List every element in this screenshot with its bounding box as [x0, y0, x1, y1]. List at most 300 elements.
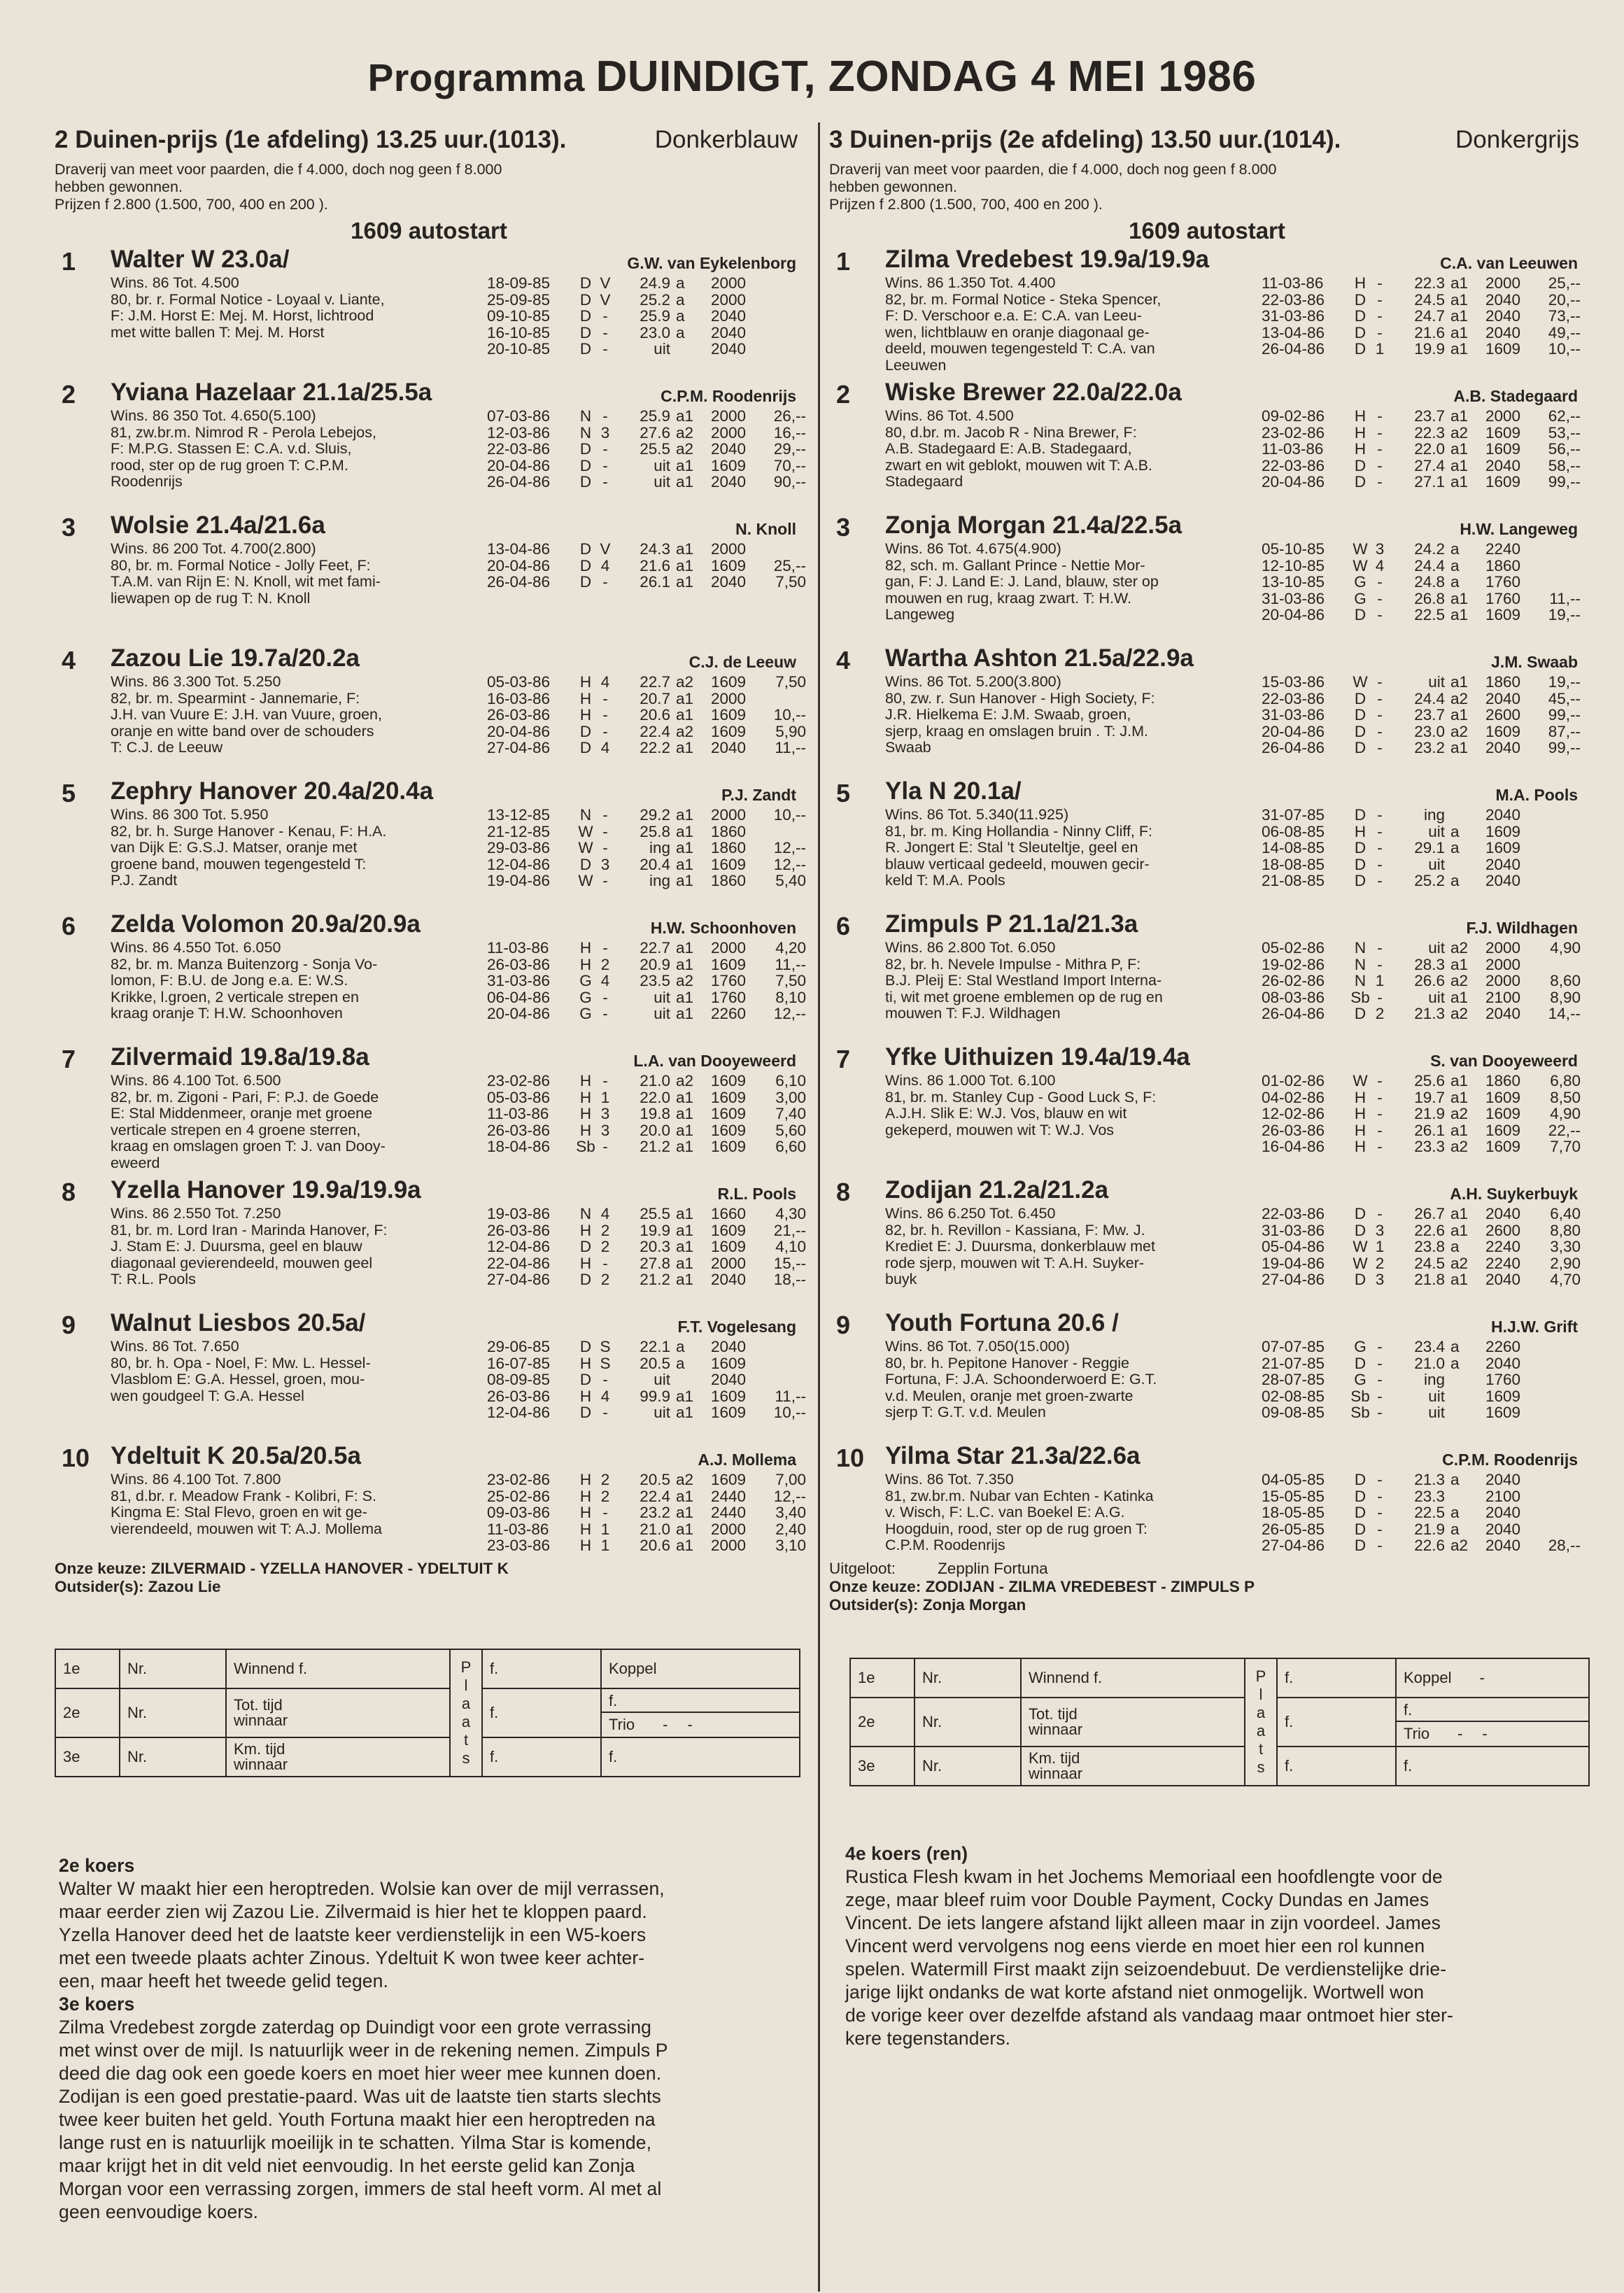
form-track: H: [1354, 1088, 1367, 1106]
form-distance: 2040: [710, 1271, 746, 1288]
form-odds: 11,--: [775, 955, 806, 973]
notes-line: Walter W maakt hier een heroptreden. Wolsie kan over de mijl verrassen,: [59, 1878, 665, 1899]
form-place: -: [1377, 1354, 1383, 1372]
form-date: 18-09-85: [487, 274, 551, 292]
form-distance: 2440: [710, 1504, 746, 1521]
form-date: 12-04-86: [487, 855, 551, 873]
description-line: J.R. Hielkema E: J.M. Swaab, groen,: [885, 706, 1131, 723]
time-label: [1029, 1751, 1237, 1782]
form-odds: 5,90: [775, 722, 806, 740]
form-track: H: [579, 1072, 592, 1089]
form-odds: 4,10: [775, 1238, 806, 1255]
form-distance: 2040: [1485, 290, 1520, 309]
form-place: -: [1377, 1471, 1383, 1488]
notes-line: jarige lijkt ondanks de wat korte afstand niet onmogelijk. Wortwell won: [845, 1982, 1425, 2003]
form-row: [487, 973, 806, 989]
form-time: 20.7: [640, 689, 670, 707]
form-date: 25-09-85: [487, 290, 551, 309]
withdrawn-label: Uitgeloot:: [829, 1560, 896, 1577]
form-row: [487, 1371, 806, 1388]
notes-left: [59, 1854, 807, 2224]
form-time: uit: [1428, 988, 1445, 1006]
notes-line: maar krijgt het in dit veld niet eenvoudig. In het eerste gelid kan Zonja: [59, 2155, 635, 2176]
withdrawn-value: Zepplin Fortuna: [938, 1560, 1048, 1577]
form-date: 11-03-86: [1262, 274, 1324, 292]
outsider-label: Outsider(s):: [55, 1578, 144, 1595]
form-place: -: [1377, 1121, 1383, 1139]
notes-line: twee keer buiten het geld. Youth Fortuna maakt hier een heroptreden na: [59, 2109, 656, 2130]
form-track: D: [1354, 806, 1367, 824]
horse-number: 3: [62, 513, 76, 542]
horse-name: Yfke Uithuizen 19.4a/19.4a: [885, 1043, 1190, 1071]
form-track: D: [1354, 1221, 1367, 1239]
description-line: 82, br. m. Zigoni - Pari, F: P.J. de Goede: [111, 1088, 379, 1106]
horse-description: [885, 1073, 1262, 1138]
form-distance: 1609: [1485, 1387, 1520, 1405]
form-place: 4: [1375, 556, 1385, 574]
form-start: a1: [676, 1238, 694, 1255]
form-time: 25.5: [640, 1205, 670, 1222]
form-track: D: [579, 290, 592, 309]
form-place: 4: [600, 1387, 610, 1405]
time-label-line: winnaar: [234, 1712, 288, 1729]
form-odds: 8,90: [1550, 988, 1581, 1006]
form-place: -: [602, 340, 608, 358]
horse-trainer: C.J. de Leeuw: [689, 653, 796, 671]
form-track: D: [579, 440, 592, 458]
form-odds: 3,10: [775, 1537, 806, 1554]
form-date: 27-04-86: [1262, 1271, 1325, 1288]
form-distance: 1609: [710, 1471, 746, 1488]
description-line: verticale strepen en 4 groene sterren,: [111, 1121, 361, 1138]
form-time: 22.3: [1414, 274, 1445, 292]
form-start: a1: [676, 806, 694, 824]
form-track: N: [1354, 955, 1367, 973]
form-time: 21.2: [640, 1271, 670, 1288]
form-track: G: [1354, 589, 1367, 607]
form-odds: 12,--: [773, 855, 806, 873]
form-row: [1262, 674, 1581, 691]
pool-amount: f.: [602, 1689, 799, 1713]
horse-entry: [55, 379, 806, 511]
form-row: [1262, 1006, 1581, 1022]
form-time: 24.2: [1414, 540, 1445, 558]
form-place: -: [1377, 573, 1383, 591]
form-odds: [746, 1339, 806, 1355]
horse-number: 8: [62, 1178, 76, 1206]
form-start: a2: [1450, 1537, 1469, 1554]
form-date: 12-10-85: [1262, 556, 1325, 574]
form-date: 09-03-86: [487, 1504, 551, 1521]
form-place: -: [1377, 739, 1383, 756]
form-track: D: [1354, 1504, 1367, 1521]
notes-line: kere tegenstanders.: [845, 2028, 1011, 2049]
form-start: a1: [1450, 739, 1469, 756]
form-time: 21.3: [1414, 1005, 1445, 1022]
form-row: [487, 989, 806, 1006]
form-date: 26-04-86: [1262, 340, 1325, 358]
form-distance: 2040: [710, 473, 746, 491]
form-start: a1: [1450, 955, 1469, 973]
form-odds: 11,--: [1549, 589, 1581, 607]
form-row: [1262, 1472, 1581, 1488]
description-line: 81, d.br. r. Meadow Frank - Kolibri, F: S.: [111, 1487, 376, 1504]
description-line: deeld, mouwen tegengesteld T: C.A. van: [885, 340, 1155, 357]
form-time: 26.8: [1414, 589, 1445, 607]
description-line: Swaab: [885, 739, 931, 756]
description-line: zwart en wit geblokt, mouwen wit T: A.B.: [885, 456, 1152, 474]
description-line: 81, br. m. Lord Iran - Marinda Hanover, F:: [111, 1221, 388, 1239]
plaats-letter: a: [461, 1713, 471, 1730]
form-date: 26-03-86: [1262, 1121, 1325, 1139]
form-time: 22.7: [640, 939, 670, 957]
form-distance: 1609: [710, 1387, 746, 1405]
form-time: ing: [649, 839, 670, 856]
description-line: Kingma E: Stal Flevo, groen en wit ge-: [111, 1504, 367, 1521]
form-start: a: [676, 1354, 685, 1372]
form-track: D: [1354, 1471, 1367, 1488]
form-row: [487, 1073, 806, 1089]
form-odds: 7,50: [775, 673, 806, 691]
form-odds: 19,--: [1548, 606, 1581, 623]
race-distance: 1609 autostart: [1129, 218, 1285, 244]
notes-line: Vincent. De iets langere afstand lijkt alleen maar in zijn voordeel. James: [845, 1912, 1441, 1933]
horse-entry: [55, 246, 803, 379]
form-distance: 2000: [710, 689, 746, 707]
horse-trainer: N. Knoll: [735, 520, 796, 538]
form-distance: 1609: [1485, 1121, 1520, 1139]
form-row: [487, 292, 806, 309]
form-date: 26-04-86: [487, 473, 551, 491]
condition-line: Draverij van meet voor paarden, die f 4.000, doch nog geen f 8.000: [55, 161, 502, 178]
form-distance: 1609: [710, 1105, 746, 1122]
form-odds: 12,--: [773, 1005, 806, 1022]
form-track: D: [1354, 1520, 1367, 1538]
form-row: [487, 856, 806, 873]
form-place: 4: [600, 1205, 610, 1222]
form-place: -: [1377, 323, 1383, 341]
form-track: H: [579, 1221, 592, 1239]
form-place: -: [602, 689, 608, 707]
form-row: [487, 940, 806, 957]
form-row: [487, 325, 806, 341]
form-time: 21.3: [1414, 1471, 1445, 1488]
horse-description: [111, 674, 487, 756]
form-place: 2: [1375, 1005, 1385, 1022]
result-pool-cell: [1396, 1658, 1589, 1698]
form-row: [1262, 691, 1581, 707]
form-start: a1: [676, 1520, 694, 1538]
form-distance: 1609: [1485, 473, 1520, 491]
form-date: 16-04-86: [1262, 1138, 1325, 1155]
form-start: a2: [1450, 689, 1469, 707]
notes-heading: 3e koers: [59, 1994, 135, 2015]
notes-right: [845, 1842, 1594, 2050]
result-nr: Nr.: [120, 1688, 226, 1737]
horse-description: [885, 940, 1262, 1022]
form-time: 21.6: [1414, 323, 1445, 341]
form-distance: 2000: [710, 407, 746, 425]
form-row: [1262, 957, 1581, 973]
description-line: Wins. 86 1.000 Tot. 6.100: [885, 1072, 1056, 1089]
form-track: D: [579, 1271, 592, 1288]
form-track: D: [579, 456, 592, 474]
form-distance: 2000: [710, 274, 746, 292]
form-track: N: [579, 423, 592, 442]
form-place: -: [1377, 606, 1383, 623]
description-line: J. Stam E: J. Duursma, geel en blauw: [111, 1238, 362, 1255]
form-distance: 2040: [1485, 872, 1520, 889]
form-time: 20.6: [640, 706, 670, 724]
form-odds: 53,--: [1548, 423, 1581, 442]
form-place: -: [1377, 1338, 1383, 1355]
horse-trainer: R.L. Pools: [717, 1185, 796, 1203]
form-track: H: [579, 1254, 592, 1272]
form-row: [1262, 458, 1581, 474]
form-track: Sb: [1350, 1387, 1370, 1405]
form-time: uit: [654, 473, 670, 491]
form-date: 04-02-86: [1262, 1088, 1325, 1106]
horse-entry: [829, 379, 1585, 511]
form-start: a1: [676, 988, 694, 1006]
horse-number: 9: [62, 1311, 76, 1339]
form-start: a1: [1450, 589, 1469, 607]
form-start: a1: [676, 839, 694, 856]
form-start: a: [676, 323, 685, 341]
form-date: 12-02-86: [1262, 1105, 1325, 1122]
horse-entry: [829, 777, 1585, 910]
trio-dash: -: [1482, 1725, 1488, 1742]
form-row: [487, 1089, 806, 1106]
form-time: 25.2: [1414, 872, 1445, 889]
form-distance: 2040: [1485, 1471, 1520, 1488]
form-place: -: [1377, 822, 1383, 840]
form-distance: 1760: [710, 988, 746, 1006]
form-track: H: [1354, 1121, 1367, 1139]
horse-entry: [55, 910, 806, 1043]
form-track: W: [1353, 556, 1368, 574]
form-track: D: [1354, 473, 1367, 491]
form-place: -: [1377, 839, 1383, 856]
form-row: [1262, 1404, 1581, 1421]
form-odds: 14,--: [1548, 1005, 1581, 1022]
form-distance: 2040: [1485, 855, 1520, 873]
form-distance: 1609: [1485, 839, 1520, 856]
horse-name: Zilma Vredebest 19.9a/19.9a: [885, 246, 1210, 273]
form-time: 22.2: [640, 739, 670, 756]
notes-line: geen eenvoudige koers.: [59, 2201, 259, 2222]
form-distance: 2000: [710, 540, 746, 558]
horse-form-table: [487, 1206, 806, 1288]
form-distance: 1609: [1485, 440, 1520, 458]
form-odds: [746, 341, 806, 358]
race-color: Donkerblauw: [654, 126, 798, 153]
result-amount: f.: [482, 1737, 601, 1777]
result-nr: Nr.: [915, 1747, 1021, 1786]
form-time: 25.2: [640, 290, 670, 309]
form-odds: 12,--: [773, 839, 806, 856]
horse-trainer: H.J.W. Grift: [1491, 1318, 1578, 1336]
form-date: 20-04-86: [487, 722, 551, 740]
form-distance: 2040: [1485, 689, 1520, 707]
form-start: a1: [1450, 274, 1469, 292]
form-row: [487, 1404, 806, 1421]
form-start: a1: [676, 540, 694, 558]
description-line: Wins. 86 Tot. 4.500: [111, 274, 239, 291]
result-row: [55, 1688, 800, 1737]
form-time: 21.2: [640, 1138, 670, 1155]
time-label-line: Km. tijd: [234, 1740, 285, 1758]
form-place: -: [602, 1005, 608, 1022]
form-track: H: [579, 1387, 592, 1405]
form-row: [487, 425, 806, 442]
form-distance: 1860: [1485, 1072, 1520, 1089]
form-date: 20-04-86: [1262, 722, 1325, 740]
form-odds: 8,10: [775, 988, 806, 1006]
form-date: 23-02-86: [487, 1471, 551, 1488]
form-date: 20-04-86: [487, 456, 551, 474]
form-date: 26-02-86: [1262, 972, 1325, 989]
horse-number: 8: [836, 1178, 851, 1206]
form-date: 20-04-86: [487, 1005, 551, 1022]
form-row: [1262, 341, 1581, 358]
form-place: -: [1377, 1404, 1383, 1421]
horse-entry: [55, 1309, 806, 1442]
description-line: Roodenrijs: [111, 473, 183, 490]
form-time: 23.3: [1414, 1487, 1445, 1505]
form-date: 12-03-86: [487, 423, 551, 442]
notes-line: Zodijan is een goed prestatie-paard. Was uit de laatste tien starts slechts: [59, 2086, 661, 2107]
form-time: 20.3: [640, 1238, 670, 1255]
result-winner-cell: [226, 1737, 450, 1777]
form-odds: [1520, 856, 1581, 873]
plaats-letter: t: [1258, 1740, 1264, 1758]
form-distance: 2040: [710, 340, 746, 358]
horse-name: Youth Fortuna 20.6 /: [885, 1309, 1119, 1336]
form-track: D: [1354, 1205, 1367, 1222]
form-place: 1: [600, 1520, 610, 1538]
form-date: 22-03-86: [1262, 1205, 1325, 1222]
form-place: 2: [1375, 1254, 1385, 1272]
horse-number: 3: [836, 513, 851, 542]
form-place: 1: [1375, 972, 1385, 989]
form-distance: 2100: [1485, 1487, 1520, 1505]
form-time: 22.4: [640, 1487, 670, 1505]
form-place: -: [602, 573, 608, 591]
horse-name: Yilma Star 21.3a/22.6a: [885, 1442, 1141, 1469]
form-odds: 90,--: [773, 473, 806, 491]
form-track: H: [1354, 822, 1367, 840]
form-time: 25.9: [640, 407, 670, 425]
description-line: 82, br. h. Surge Hanover - Kenau, F: H.A.: [111, 822, 387, 840]
form-time: 19.9: [1414, 340, 1445, 358]
form-start: a1: [676, 473, 694, 491]
form-distance: 2040: [1485, 323, 1520, 341]
form-time: 22.6: [1414, 1221, 1445, 1239]
form-distance: 2040: [710, 739, 746, 756]
form-start: a1: [676, 1487, 694, 1505]
form-track: D: [579, 1238, 592, 1255]
form-place: 1: [600, 1088, 610, 1106]
notes-line: lange rust en is natuurlijk moeilijk in te schatten. Yilma Star is komende,: [59, 2132, 652, 2153]
form-odds: 7,40: [775, 1105, 806, 1122]
form-row: [487, 474, 806, 491]
horse-number: 7: [62, 1045, 76, 1073]
form-track: H: [579, 1121, 592, 1139]
form-place: -: [602, 1504, 608, 1521]
form-place: -: [1377, 1088, 1383, 1106]
form-track: Sb: [1350, 988, 1370, 1006]
form-time: 22.5: [1414, 606, 1445, 623]
form-time: 20.9: [640, 955, 670, 973]
form-date: 23-02-86: [487, 1072, 551, 1089]
form-odds: 15,--: [773, 1254, 806, 1272]
picks-label: Onze keuze:: [55, 1560, 147, 1577]
koppel-label: Koppel: [609, 1660, 657, 1677]
form-time: 27.6: [640, 423, 670, 442]
form-row: [1262, 1504, 1581, 1521]
form-start: a1: [1450, 340, 1469, 358]
plaats-letter: P: [460, 1658, 472, 1676]
form-track: N: [1354, 972, 1367, 989]
horse-trainer: A.H. Suykerbuyk: [1450, 1185, 1578, 1203]
form-place: -: [1377, 589, 1383, 607]
form-time: 22.0: [1414, 440, 1445, 458]
result-position: 2e: [55, 1688, 120, 1737]
form-place: -: [1377, 1138, 1383, 1155]
plaats-letter: P: [1255, 1667, 1266, 1685]
horse-description: [885, 275, 1262, 374]
form-row: [1262, 425, 1581, 442]
form-start: a1: [1450, 323, 1469, 341]
form-odds: 21,--: [773, 1221, 806, 1239]
koppel-label: Koppel: [1404, 1669, 1452, 1686]
form-distance: 2000: [1485, 939, 1520, 957]
horse-number: 5: [836, 779, 851, 807]
form-time: 23.5: [640, 972, 670, 989]
form-distance: 2040: [1485, 307, 1520, 325]
form-distance: 1609: [710, 722, 746, 740]
form-track: D: [579, 473, 592, 491]
form-row: [487, 574, 806, 591]
form-time: 22.7: [640, 673, 670, 691]
form-date: 12-04-86: [487, 1238, 551, 1255]
description-line: Hoogduin, rood, ster op de rug groen T:: [885, 1520, 1148, 1537]
horse-description: [111, 275, 487, 341]
form-date: 02-08-85: [1262, 1387, 1325, 1405]
form-time: 23.3: [1414, 1138, 1445, 1155]
result-position: 3e: [55, 1737, 120, 1777]
description-line: J.H. van Vuure E: J.H. van Vuure, groen,: [111, 706, 382, 723]
form-track: H: [579, 706, 592, 724]
description-line: Wins. 86 3.300 Tot. 5.250: [111, 673, 281, 690]
form-start: a2: [1450, 722, 1469, 740]
form-time: 21.0: [640, 1072, 670, 1089]
form-start: a1: [676, 1205, 694, 1222]
horse-form-table: [487, 807, 806, 889]
form-date: 09-08-85: [1262, 1404, 1325, 1421]
form-place: -: [1377, 872, 1383, 889]
form-time: uit: [654, 988, 670, 1006]
form-distance: 1609: [1485, 1138, 1520, 1155]
form-track: W: [1353, 1072, 1368, 1089]
result-nr: Nr.: [120, 1649, 226, 1688]
form-track: D: [579, 556, 592, 574]
form-track: H: [579, 673, 592, 691]
form-track: N: [1354, 939, 1367, 957]
form-start: a1: [676, 739, 694, 756]
result-pool-cell: [1396, 1698, 1589, 1747]
